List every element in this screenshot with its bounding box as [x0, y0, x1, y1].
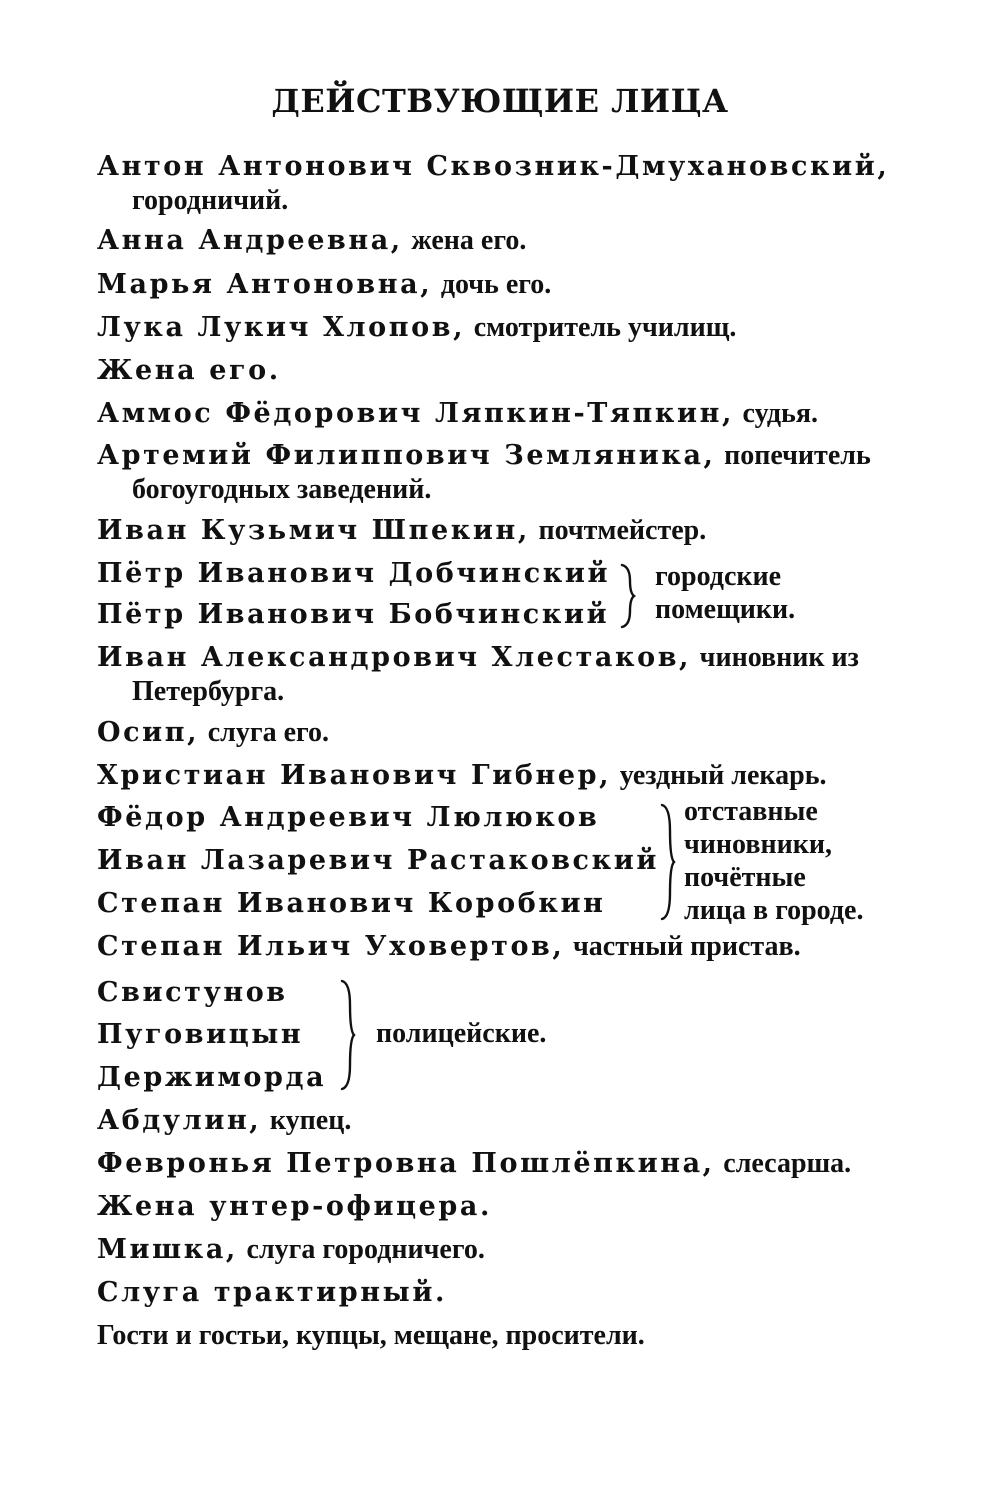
character-line	[97, 598, 609, 632]
character-line	[97, 976, 288, 1010]
character-name: Пуговицын	[97, 1019, 304, 1050]
character-name: Аммос Фёдорович Ляпкин-Тяпкин,	[97, 398, 734, 429]
character-desc: Гости и гостьи, купцы, мещане, просители.	[97, 1320, 645, 1351]
character-desc: слуга городничего.	[246, 1234, 485, 1265]
character-desc-continuation	[132, 675, 284, 709]
group-brace	[660, 803, 676, 921]
character-name: Абдулин,	[97, 1105, 262, 1136]
group-note-line: городские	[655, 561, 782, 592]
character-desc: богоугодных заведений.	[132, 474, 432, 505]
group-note-officials	[684, 795, 863, 927]
character-line	[97, 1061, 326, 1095]
character-name: Иван Лазаревич Растаковский	[97, 845, 659, 876]
character-desc: смотритель училищ.	[473, 312, 737, 343]
character-line	[97, 641, 859, 675]
character-name: Жена унтер-офицера.	[97, 1191, 492, 1222]
character-line	[97, 930, 801, 964]
character-desc: уездный лекарь.	[619, 760, 827, 791]
character-desc: почтмейстер.	[538, 515, 707, 546]
character-line	[97, 514, 706, 548]
character-name: Февронья Петровна Пошлёпкина,	[97, 1148, 715, 1179]
page-title: ДЕЙСТВУЮЩИЕ ЛИЦА	[271, 82, 729, 120]
character-line	[97, 1319, 645, 1353]
character-line	[97, 311, 736, 345]
group-note-line: полицейские.	[376, 1018, 547, 1049]
character-line	[97, 354, 281, 388]
character-line	[97, 1276, 447, 1310]
character-line	[97, 268, 551, 302]
character-desc: слуга его.	[207, 717, 330, 748]
character-name: Жена его.	[97, 355, 281, 386]
character-name: Свистунов	[97, 977, 288, 1008]
character-desc: судья.	[742, 398, 818, 429]
character-name: Христиан Иванович Гибнер,	[97, 760, 612, 791]
character-name: Осип,	[97, 717, 200, 748]
character-line	[97, 1104, 351, 1138]
character-name: Слуга трактирный.	[97, 1277, 447, 1308]
character-name: Иван Кузьмич Шпекин,	[97, 515, 530, 546]
character-line	[97, 1233, 485, 1267]
character-line	[97, 801, 599, 835]
character-line	[97, 1190, 492, 1224]
character-desc: жена его.	[411, 225, 527, 256]
character-line	[97, 1018, 303, 1052]
character-name: Держиморда	[97, 1062, 327, 1093]
group-brace	[340, 979, 356, 1091]
character-line	[97, 887, 605, 921]
character-name: Антон Антонович Сквозник-Дмухановский,	[97, 151, 890, 182]
character-line	[97, 844, 659, 878]
character-desc: слесарша.	[723, 1148, 852, 1179]
character-line	[97, 1147, 851, 1181]
group-note-line: чиновники,	[684, 829, 833, 860]
character-desc: Петербурга.	[132, 676, 285, 707]
character-desc-continuation	[132, 184, 288, 218]
character-name: Анна Андреевна,	[97, 225, 403, 256]
group-note-line: почётные	[684, 862, 806, 893]
character-line	[97, 759, 827, 793]
character-line	[97, 439, 871, 473]
character-desc: дочь его.	[440, 269, 552, 300]
character-line	[97, 716, 329, 750]
character-desc: городничий.	[132, 185, 289, 216]
group-note-line: отставные	[684, 796, 818, 827]
character-name: Артемий Филиппович Земляника,	[97, 440, 716, 471]
character-name: Степан Иванович Коробкин	[97, 888, 606, 919]
character-name: Лука Лукич Хлопов,	[97, 312, 466, 343]
character-name: Мишка,	[97, 1234, 238, 1265]
character-name: Пётр Иванович Добчинский	[97, 558, 611, 589]
character-desc: попечитель	[724, 440, 871, 471]
character-desc: частный пристав.	[573, 931, 801, 962]
character-name: Пётр Иванович Бобчинский	[97, 599, 610, 630]
character-name: Марья Антоновна,	[97, 269, 433, 300]
character-name: Иван Александрович Хлестаков,	[97, 642, 692, 673]
group-brace	[620, 563, 636, 629]
character-line	[97, 150, 889, 184]
character-line	[97, 224, 526, 258]
character-desc: купец.	[269, 1105, 352, 1136]
group-note-police	[376, 1017, 546, 1050]
character-name: Степан Ильич Уховертов,	[97, 931, 565, 962]
character-name: Фёдор Андреевич Люлюков	[97, 802, 600, 833]
character-desc: чиновник из	[699, 642, 859, 673]
group-note-line: лица в городе.	[684, 895, 864, 926]
group-note-landowners	[655, 560, 795, 626]
character-line	[97, 557, 610, 591]
group-note-line: помещики.	[655, 594, 796, 625]
character-desc-continuation	[132, 473, 431, 507]
character-line	[97, 397, 818, 431]
